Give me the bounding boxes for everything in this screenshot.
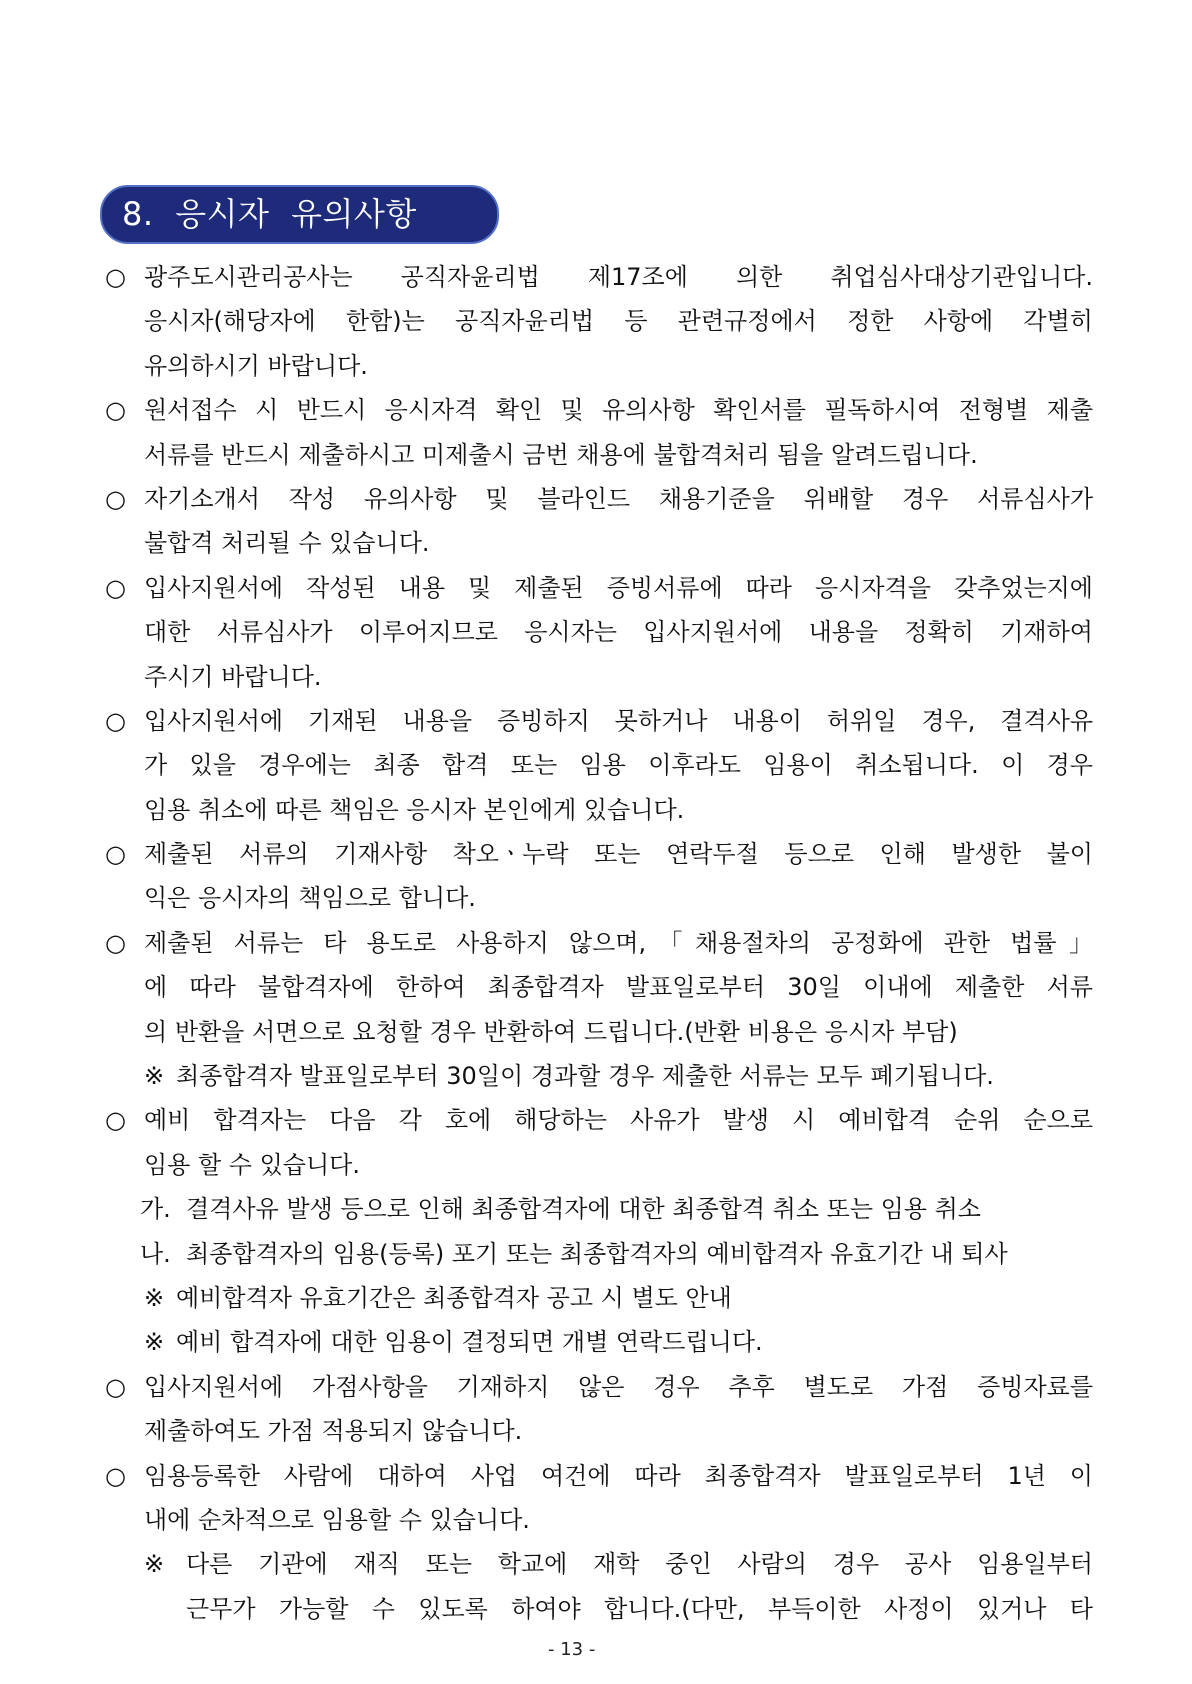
note-text: 다른 기관에 재직 또는 학교에 재학 중인 사람의 경우 공사 임용일부터: [186, 1550, 1093, 1579]
notice-item: [105, 477, 1093, 566]
bullet-marker: ○: [105, 840, 126, 869]
notice-line: 내에 순차적으로 임용할 수 있습니다.: [144, 1505, 530, 1534]
sub-item-marker: 나.: [140, 1239, 171, 1268]
notice-item: [105, 388, 1093, 477]
note-text: 예비합격자 유효기간은 최종합격자 공고 시 별도 안내: [176, 1283, 732, 1312]
notice-line: [105, 566, 1093, 610]
notice-text: 예비 합격자는 다음 각 호에 해당하는 사유가 발생 시 예비합격 순위 순으로: [144, 1106, 1093, 1135]
page-number: - 13 -: [548, 1639, 596, 1660]
notice-line: 주시기 바랍니다.: [144, 662, 322, 691]
notice-item: [105, 1098, 1093, 1364]
notice-item: [105, 832, 1093, 921]
notice-line: 익은 응시자의 책임으로 합니다.: [144, 884, 476, 913]
section-title: 8. 응시자 유의사항: [122, 195, 417, 233]
notice-line: 제출하여도 가점 적용되지 않습니다.: [144, 1417, 523, 1446]
reference-mark-icon: ※: [144, 1328, 165, 1357]
notice-line: 서류를 반드시 제출하시고 미제출시 금번 채용에 불합격처리 됨을 알려드립니다.: [144, 440, 978, 469]
notice-line: [105, 832, 1093, 876]
notice-text: 입사지원서에 기재된 내용을 증빙하지 못하거나 내용이 허위일 경우, 결격사유: [144, 706, 1093, 735]
note-text: 최종합격자 발표일로부터 30일이 경과할 경우 제출한 서류는 모두 폐기됩니다.: [176, 1062, 994, 1091]
bullet-marker: ○: [105, 573, 126, 602]
notice-line: 임용 취소에 따른 책임은 응시자 본인에게 있습니다.: [144, 795, 685, 824]
notice-line: 의 반환을 서면으로 요청할 경우 반환하여 드립니다.(반환 비용은 응시자 부담): [144, 1017, 958, 1046]
notice-line: [105, 921, 1093, 965]
notice-item: [105, 1365, 1093, 1454]
bullet-marker: ○: [105, 706, 126, 735]
notice-item: [105, 1454, 1093, 1632]
notice-line: 유의하시기 바랍니다.: [144, 351, 368, 380]
sub-item-marker: 가.: [140, 1195, 171, 1224]
sub-item: [105, 1232, 1093, 1276]
notice-line: [105, 699, 1093, 743]
bullet-marker: ○: [105, 263, 126, 291]
reference-mark-icon: ※: [144, 1283, 165, 1312]
notice-text: 원서접수 시 반드시 응시자격 확인 및 유의사항 확인서를 필독하시여 전형별 제출: [144, 396, 1093, 425]
reference-note: [105, 1276, 1093, 1320]
notice-item: [105, 921, 1093, 1099]
notice-line: [105, 255, 1093, 299]
sub-item-text: 최종합격자의 임용(등록) 포기 또는 최종합격자의 예비합격자 유효기간 내 퇴사: [186, 1239, 1008, 1268]
reference-note: [105, 1542, 1093, 1586]
note-line: 근무가 가능할 수 있도록 하여야 합니다.(다만, 부득이한 사정이 있거나 타: [186, 1594, 1093, 1623]
notice-line: [105, 477, 1093, 521]
notice-line: 임용 할 수 있습니다.: [144, 1150, 360, 1179]
bullet-marker: ○: [105, 1461, 126, 1490]
notice-line: 불합격 처리될 수 있습니다.: [144, 529, 430, 558]
notice-line: 에 따라 불합격자에 한하여 최종합격자 발표일로부터 30일 이내에 제출한 서류: [144, 973, 1093, 1002]
notice-item: [105, 255, 1093, 388]
notice-line: [105, 1098, 1093, 1142]
notice-item: [105, 699, 1093, 832]
sub-item: [105, 1187, 1093, 1231]
notice-line: 응시자(해당자에 한함)는 공직자윤리법 등 관련규정에서 정한 사항에 각별히: [144, 307, 1093, 336]
sub-item-text: 결격사유 발생 등으로 인해 최종합격자에 대한 최종합격 취소 또는 임용 취소: [186, 1195, 981, 1224]
notice-line: [105, 1365, 1093, 1409]
notice-text: 임용등록한 사람에 대하여 사업 여건에 따라 최종합격자 발표일로부터 1년 이: [144, 1461, 1093, 1490]
notice-text: 입사지원서에 가점사항을 기재하지 않은 경우 추후 별도로 가점 증빙자료를: [144, 1372, 1093, 1401]
notice-list: [105, 255, 1093, 1631]
section-header: [100, 185, 499, 244]
reference-mark-icon: ※: [144, 1062, 165, 1091]
notice-text: 입사지원서에 작성된 내용 및 제출된 증빙서류에 따라 응시자격을 갖추었는지에: [144, 573, 1093, 602]
notice-line: 가 있을 경우에는 최종 합격 또는 임용 이후라도 임용이 취소됩니다. 이 경우: [144, 751, 1093, 780]
reference-mark-icon: ※: [144, 1550, 165, 1579]
reference-note: [105, 1320, 1093, 1364]
notice-text: 자기소개서 작성 유의사항 및 블라인드 채용기준을 위배할 경우 서류심사가: [144, 484, 1093, 513]
notice-text: 제출된 서류는 타 용도로 사용하지 않으며,「채용절차의 공정화에 관한 법률」: [144, 928, 1093, 957]
bullet-marker: ○: [105, 396, 126, 425]
notice-item: [105, 566, 1093, 699]
notice-text: 제출된 서류의 기재사항 착오ㆍ누락 또는 연락두절 등으로 인해 발생한 불이: [144, 840, 1093, 869]
notice-line: 대한 서류심사가 이루어지므로 응시자는 입사지원서에 내용을 정확히 기재하여: [144, 618, 1093, 647]
bullet-marker: ○: [105, 1106, 126, 1135]
bullet-marker: ○: [105, 928, 126, 957]
bullet-marker: ○: [105, 484, 126, 513]
notice-line: [105, 388, 1093, 432]
notice-text: 광주도시관리공사는 공직자윤리법 제17조에 의한 취업심사대상기관입니다.: [144, 263, 1093, 291]
reference-note: [105, 1054, 1093, 1098]
note-text: 예비 합격자에 대한 임용이 결정되면 개별 연락드립니다.: [176, 1328, 763, 1357]
bullet-marker: ○: [105, 1372, 126, 1401]
notice-line: [105, 1454, 1093, 1498]
